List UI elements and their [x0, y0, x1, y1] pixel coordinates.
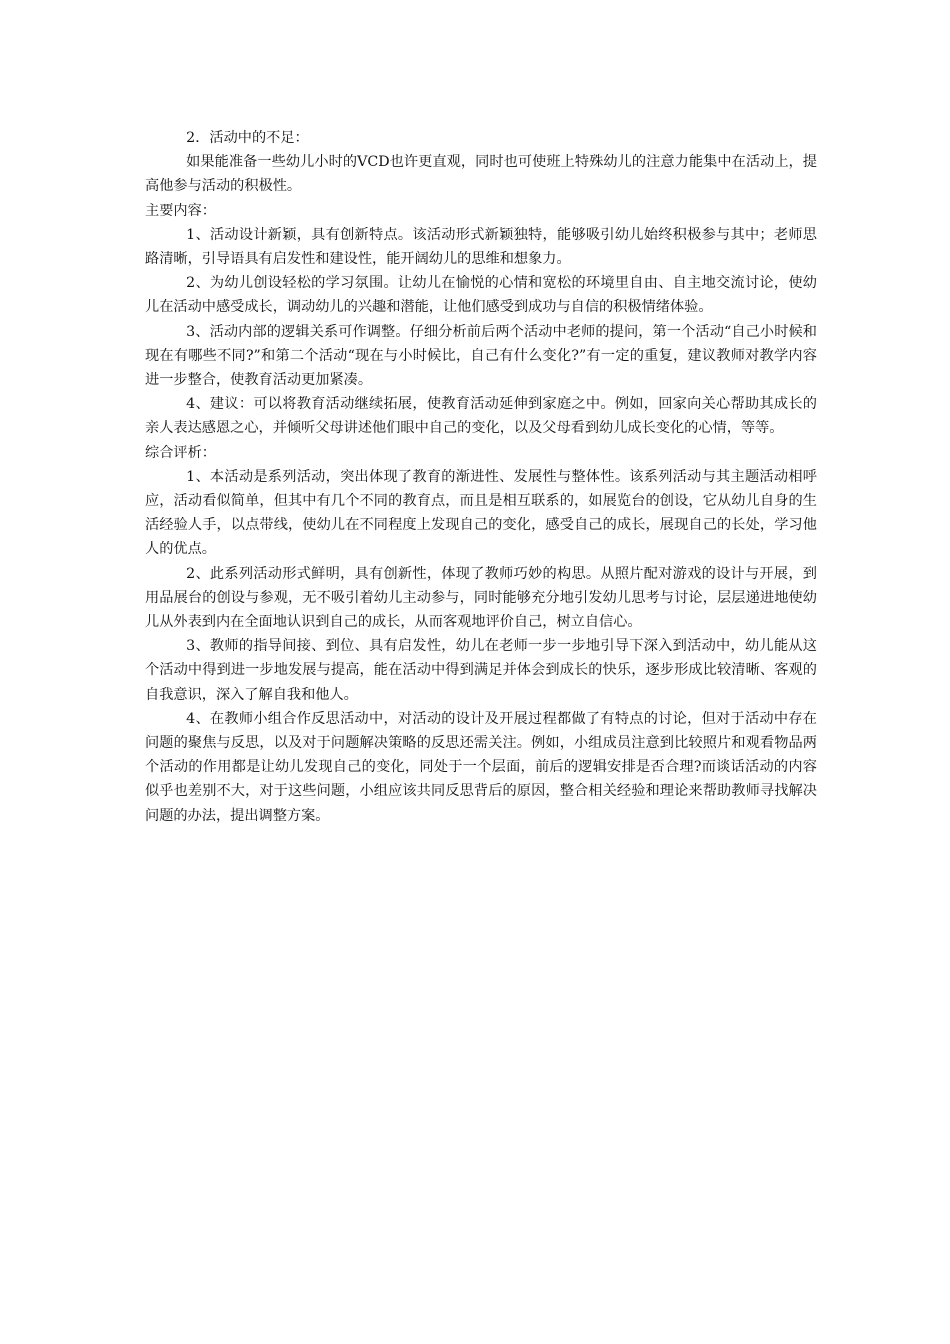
- main-content-item-1: 1、活动设计新颖，具有创新特点。该活动形式新颖独特，能够吸引幼儿始终积极参与其中；老师思路清晰，引导语具有启发性和建设性，能开阔幼儿的思维和想象力。: [145, 226, 817, 268]
- main-content-heading: 主要内容：: [145, 202, 216, 219]
- evaluation-item-1: 1、本活动是系列活动，突出体现了教育的渐进性、发展性与整体性。该系列活动与其主题活动相呼应，活动看似简单，但其中有几个不同的教育点，而且是相互联系的，如展览台的创设，它从幼儿自身的生活经验人手，以点带线，使幼儿在不同程度上发现自己的变化，感受自己的成长，展现自己的长处，学习他人的优点。: [145, 468, 817, 558]
- deficiency-paragraph: 如果能准备一些幼儿小时的VCD也许更直观，同时也可使班上特殊幼儿的注意力能集中在活动上，提高他参与活动的积极性。: [145, 154, 817, 195]
- evaluation-item-4: 4、在教师小组合作反思活动中，对活动的设计及开展过程都做了有特点的讨论，但对于活动中存在问题的聚焦与反思，以及对于问题解决策略的反思还需关注。例如，小组成员注意到比较照片和观看物品两个活动的作用都是让幼儿发现自己的变化，同处于一个层面，前后的逻辑安排是否合理?而谈话活动的内容似乎也差别不大，对于这些问题，小组应该共同反思背后的原因，整合相关经验和理论来帮助教师寻找解决问题的办法，提出调整方案。: [145, 710, 817, 824]
- main-content-item-2: 2、为幼儿创设轻松的学习氛围。让幼儿在愉悦的心情和宽松的环境里自由、自主地交流讨论，使幼儿在活动中感受成长，调动幼儿的兴趣和潜能，让他们感受到成功与自信的积极情绪体验。: [145, 275, 817, 316]
- evaluation-heading: 综合评析：: [145, 444, 216, 461]
- document-body: [145, 126, 817, 828]
- deficiency-heading: 2．活动中的不足：: [186, 130, 309, 146]
- evaluation-item-2: 2、此系列活动形式鲜明，具有创新性，体现了教师巧妙的构思。从照片配对游戏的设计与开展，到用品展台的创设与参观，无不吸引着幼儿主动参与，同时能够充分地引发幼儿思考与讨论，层层递进地使幼儿从外表到内在全面地认识到自己的成长，从而客观地评价自己，树立自信心。: [145, 565, 817, 631]
- evaluation-item-3: 3、教师的指导间接、到位、具有启发性，幼儿在老师一步一步地引导下深入到活动中，幼儿能从这个活动中得到进一步地发展与提高，能在活动中得到满足并体会到成长的快乐，逐步形成比较清晰、客观的自我意识，深入了解自我和他人。: [145, 638, 817, 703]
- main-content-item-4: 4、建议：可以将教育活动继续拓展，使教育活动延伸到家庭之中。例如，回家向关心帮助其成长的亲人表达感恩之心，并倾听父母讲述他们眼中自己的变化，以及父母看到幼儿成长变化的心情，等等。: [145, 396, 817, 437]
- main-content-item-3: 3、活动内部的逻辑关系可作调整。仔细分析前后两个活动中老师的提问，第一个活动“自己小时候和现在有哪些不同?”和第二个活动“现在与小时候比，自己有什么变化?”有一定的重复，建议教师对教学内容进一步整合，使教育活动更加紧凑。: [145, 323, 817, 389]
